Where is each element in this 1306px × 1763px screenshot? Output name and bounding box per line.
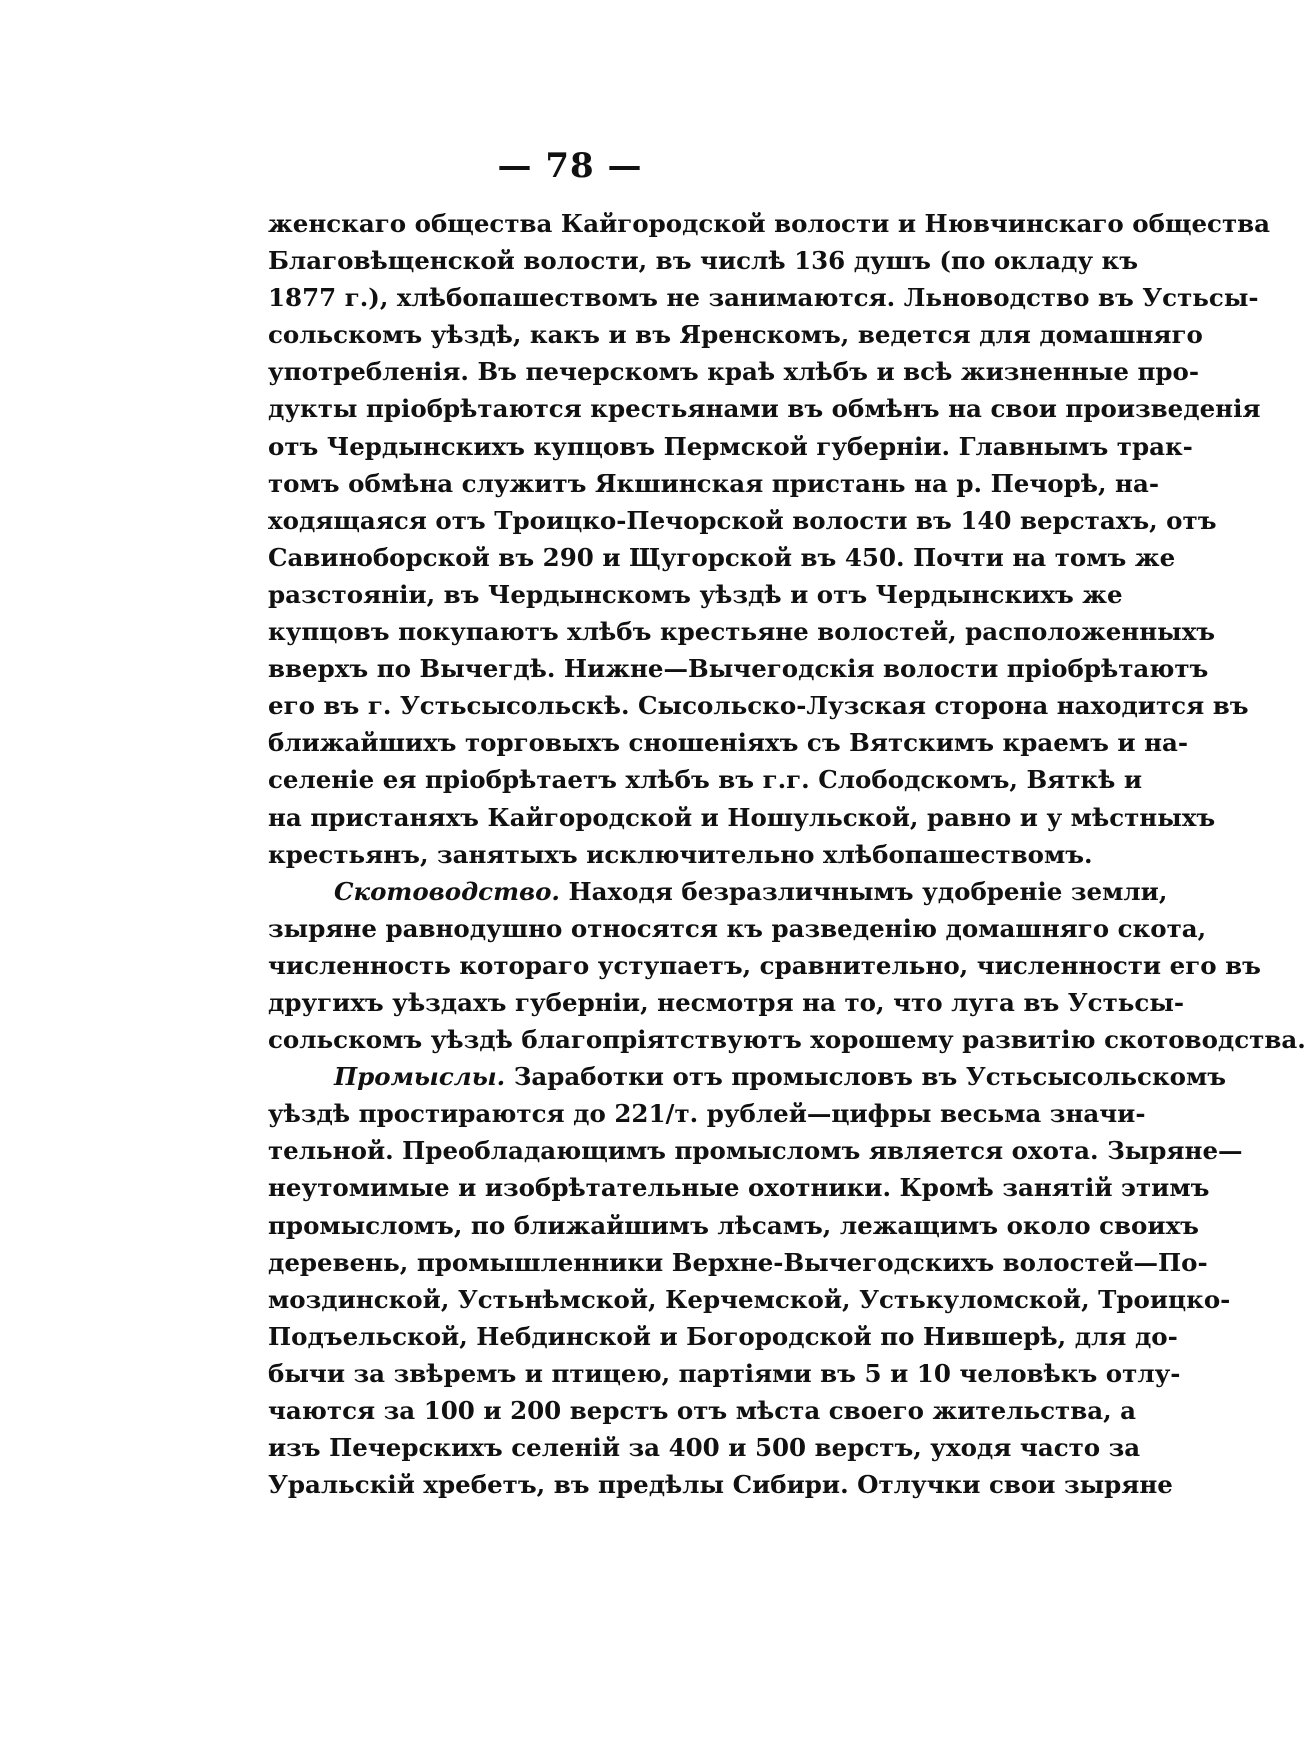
text-line: чаются за 100 и 200 верстъ отъ мѣста своего жительства, а: [268, 1396, 1137, 1425]
text-line: Савиноборской въ 290 и Щугорской въ 450. Почти на томъ же: [268, 542, 1176, 572]
text-line: бычи за звѣремъ и птицею, партіями въ 5 и 10 человѣкъ отлу-: [268, 1358, 1181, 1388]
text-line: Подъельской, Небдинской и Богородской по Нившерѣ, для до-: [268, 1321, 1178, 1351]
text-line: 1877 г.), хлѣбопашествомъ не занимаются. Льноводство въ Устьсы-: [268, 283, 1259, 313]
section-heading-trades: Промыслы.: [334, 1062, 506, 1092]
text-line: ближайшихъ торговыхъ сношеніяхъ съ Вятскимъ краемъ и на-: [268, 728, 1189, 758]
text-line: Уральскій хребетъ, въ предѣлы Сибири. Отлучки свои зыряне: [268, 1470, 1173, 1500]
paragraph-livestock: [268, 873, 1306, 1058]
text-line: тельной. Преобладающимъ промысломъ является охота. Зыряне—: [268, 1136, 1243, 1166]
text-line-rest: Находя безразличнымъ удобреніе земли,: [568, 876, 1168, 906]
text-line: [268, 1058, 1227, 1095]
text-line-rest: Заработки отъ промысловъ въ Устьсысольскомъ: [513, 1062, 1227, 1092]
paragraph-grain-trade: [268, 205, 1271, 873]
text-line: зыряне равнодушно относятся къ разведенію домашняго скота,: [268, 913, 1207, 943]
text-line: сольскомъ уѣздѣ, какъ и въ Яренскомъ, ведется для домашняго: [268, 320, 1203, 350]
text-line: ходящаяся отъ Троицко-Печорской волости въ 140 верстахъ, отъ: [268, 505, 1217, 535]
text-line: томъ обмѣна служитъ Якшинская пристань на р. Печорѣ, на-: [268, 468, 1160, 498]
text-line: Благовѣщенской волости, въ числѣ 136 душъ (по окладу къ: [268, 246, 1139, 276]
text-line: женскаго общества Кайгородской волости и Нювчинскаго общества: [268, 209, 1271, 238]
text-line: крестьянъ, занятыхъ исключительно хлѣбопашествомъ.: [268, 839, 1093, 869]
text-line: деревень, промышленники Верхне-Вычегодскихъ волостей—По-: [268, 1247, 1208, 1277]
text-line: [268, 873, 1168, 910]
text-line: отъ Чердынскихъ купцовъ Пермской губерніи. Главнымъ трак-: [268, 431, 1193, 461]
text-line: моздинской, Устьнѣмской, Керчемской, Устькуломской, Троицко-: [268, 1284, 1231, 1314]
section-heading-livestock: Скотоводство.: [334, 876, 560, 906]
text-line: на пристаняхъ Кайгородской и Ношульской, равно и у мѣстныхъ: [268, 802, 1216, 832]
text-line: вверхъ по Вычегдѣ. Нижне—Вычегодскія волости пріобрѣтаютъ: [268, 654, 1209, 684]
text-line: купцовъ покупаютъ хлѣбъ крестьяне волостей, расположенныхъ: [268, 617, 1216, 647]
text-line: его въ г. Устьсысольскѣ. Сысольско-Лузская сторона находится въ: [268, 691, 1249, 721]
text-line: изъ Печерскихъ селеній за 400 и 500 верстъ, уходя часто за: [268, 1433, 1141, 1463]
text-line: дукты пріобрѣтаются крестьянами въ обмѣнъ на свои произведенія: [268, 394, 1261, 424]
paragraph-trades: [268, 1058, 1243, 1503]
text-line: численность котораго уступаетъ, сравнительно, численности его въ: [268, 950, 1261, 980]
text-line: селеніе ея пріобрѣтаетъ хлѣбъ въ г.г. Слободскомъ, Вяткѣ и: [268, 765, 1143, 795]
text-line: другихъ уѣздахъ губерніи, несмотря на то, что луга въ Устьсы-: [268, 987, 1185, 1017]
text-line: промысломъ, по ближайшимъ лѣсамъ, лежащимъ около своихъ: [268, 1210, 1199, 1240]
page-text: [268, 205, 1306, 1503]
text-line: сольскомъ уѣздѣ благопріятствуютъ хорошему развитію скотоводства.: [268, 1025, 1306, 1055]
text-line: неутомимые и изобрѣтательные охотники. Кромѣ занятій этимъ: [268, 1173, 1210, 1203]
text-line: употребленія. Въ печерскомъ краѣ хлѣбъ и всѣ жизненные про-: [268, 357, 1200, 387]
text-line: разстояніи, въ Чердынскомъ уѣздѣ и отъ Чердынскихъ же: [268, 579, 1123, 609]
page-number: — 78 —: [497, 146, 643, 186]
text-line: уѣздѣ простираются до 221/т. рублей—цифры весьма значи-: [268, 1099, 1146, 1129]
